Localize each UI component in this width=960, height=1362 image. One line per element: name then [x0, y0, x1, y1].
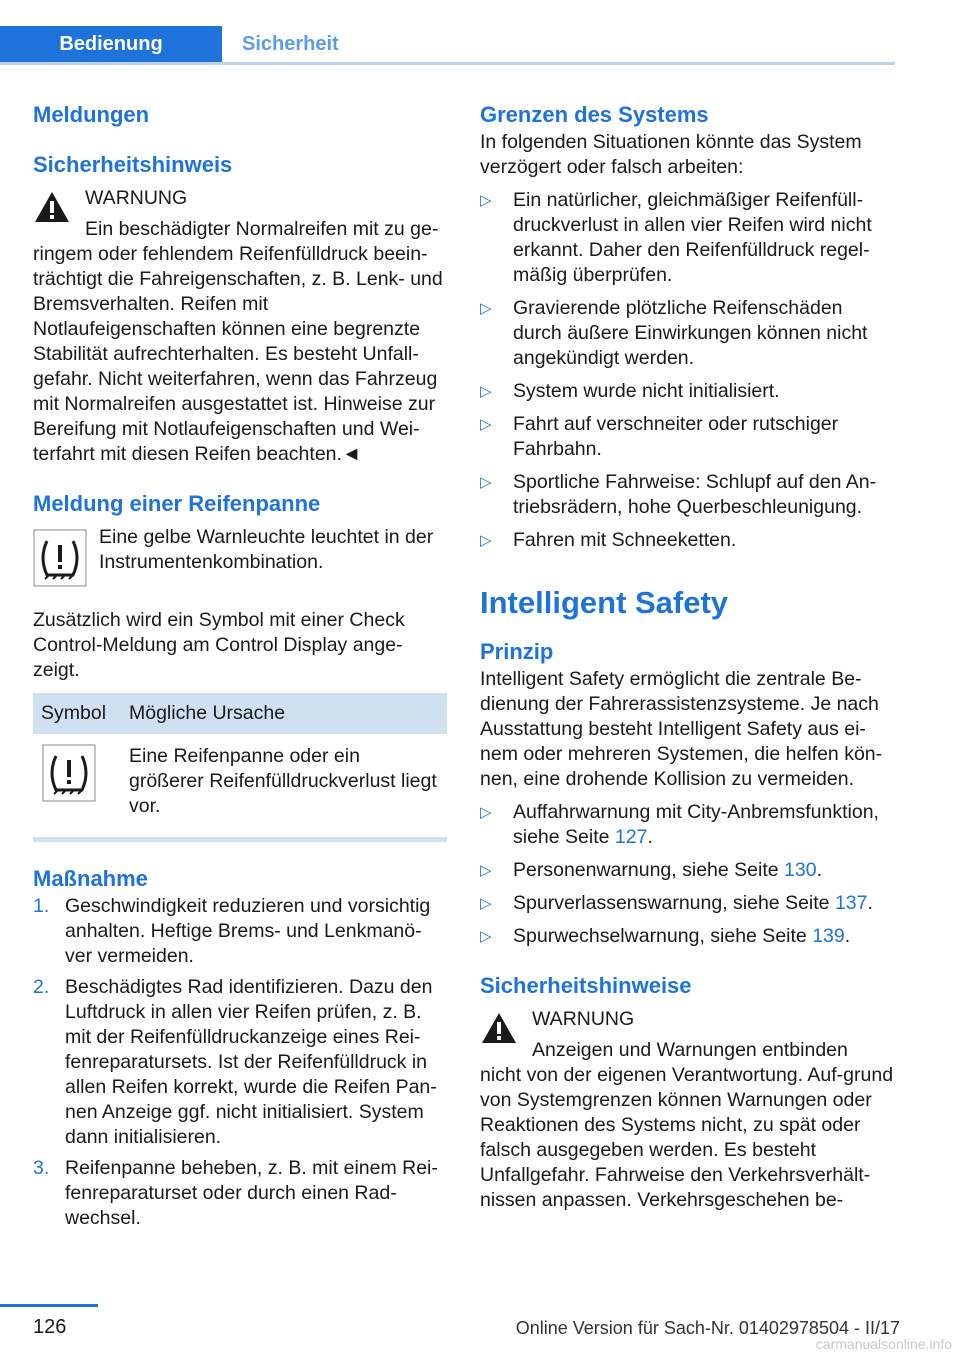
system-list: [480, 800, 896, 949]
footer-line: [0, 1304, 98, 1307]
warning-triangle-icon: [33, 190, 71, 231]
page-link[interactable]: 137: [834, 892, 868, 914]
heading-massnahme: Maßnahme: [33, 866, 148, 891]
list-item-text: Spurwechselwarnung, siehe Seite: [513, 925, 813, 947]
warning-first-line: Anzeigen und Warnungen entbinden: [532, 1039, 848, 1061]
list-item: [33, 894, 447, 969]
list-item-text: Fahrt auf verschneiter oder rutschiger Fahrbahn.: [513, 413, 839, 460]
tire-pressure-warning-icon: [41, 785, 97, 807]
left-column: [33, 100, 447, 1237]
grenzen-intro: In folgenden Situationen könnte das System verzögert oder falsch arbeiten:: [480, 131, 862, 178]
warning-label: WARNUNG: [85, 187, 188, 209]
step-text: Beschädigtes Rad identifizieren. Dazu den Luftdruck in allen vier Reifen prüfen, z. B. mit der Reifenfülldruckanzeige eines Rei-fenreparatursets. Ist der Reifenfülldruck in allen Reifen korrekt, wurde die Reifen Pan-nen Anzeige ggf. nicht initialisiert. System dann initialisieren.: [65, 976, 437, 1148]
step-number: 2.: [33, 976, 50, 998]
tab-bedienung[interactable]: Bedienung: [0, 26, 222, 62]
tab-sicherheit[interactable]: Sicherheit: [242, 32, 339, 55]
triangle-bullet-icon: ▷: [480, 804, 492, 821]
right-column: [480, 100, 896, 1213]
triangle-bullet-icon: ▷: [480, 416, 492, 433]
list-item-text: Spurverlassenswarnung, siehe Seite: [513, 892, 835, 914]
list-item-text: Auffahrwarnung mit City-Anbremsfunktion, siehe Seite: [513, 801, 879, 848]
table-cell-symbol: [33, 734, 121, 831]
watermark: carmanualsonline.info: [815, 1336, 952, 1352]
warning-label: WARNUNG: [532, 1008, 635, 1030]
list-item-end: .: [867, 892, 873, 914]
warning-block: [480, 1007, 896, 1063]
header-bar: [0, 0, 895, 65]
massnahme-steps: [33, 894, 447, 1231]
list-item: [480, 528, 896, 553]
list-item-text: Personenwarnung, siehe Seite: [513, 859, 785, 881]
triangle-bullet-icon: ▷: [480, 895, 492, 912]
table-header-ursache: Mögliche Ursache: [121, 693, 447, 734]
table-cell-ursache: Eine Reifenpanne oder ein größerer Reifenfülldruckverlust liegt vor.: [129, 745, 437, 817]
heading-intelligent-safety: Intelligent Safety: [480, 585, 729, 620]
heading-sicherheitshinweis: Sicherheitshinweis: [33, 152, 233, 177]
list-item: [480, 296, 896, 371]
list-item-end: .: [647, 826, 653, 848]
grenzen-list: [480, 188, 896, 553]
triangle-bullet-icon: ▷: [480, 928, 492, 945]
triangle-bullet-icon: ▷: [480, 383, 492, 400]
triangle-bullet-icon: ▷: [480, 300, 492, 317]
table-divider: [33, 837, 447, 842]
step-text: Geschwindigkeit reduzieren und vorsichtig anhalten. Heftige Brems- und Lenkmanö-ver vermeiden.: [65, 895, 431, 967]
heading-prinzip: Prinzip: [480, 639, 554, 664]
symbol-table: [33, 693, 447, 831]
list-item: [480, 858, 896, 883]
page-link[interactable]: 130: [784, 859, 817, 881]
table-header-symbol: Symbol: [33, 693, 121, 734]
warning-triangle-icon: [480, 1011, 518, 1052]
prinzip-text: Intelligent Safety ermöglicht die zentrale Be-dienung der Fahrerassistenzsysteme. Je nach Ausstattung besteht Intelligent Safety aus ei-nem oder mehreren Systemen, die helfen kön-nen, eine drohende Kollision zu vermeiden.: [480, 668, 883, 790]
triangle-bullet-icon: ▷: [480, 192, 492, 209]
heading-sicherheitshinweise: Sicherheitshinweise: [480, 973, 692, 998]
list-item: [480, 470, 896, 520]
page-link[interactable]: 139: [812, 925, 845, 947]
list-item: [33, 1156, 447, 1231]
list-item: [480, 924, 896, 949]
triangle-bullet-icon: ▷: [480, 862, 492, 879]
page-number: 126: [33, 1316, 67, 1338]
online-version-text: Online Version für Sach-Nr. 01402978504 - II/17: [515, 1318, 900, 1338]
list-item-text: Ein natürlicher, gleichmäßiger Reifenfüll-druckverlust in allen vier Reifen wird nicht erkannt. Daher den Reifenfülldruck regel-mäßig überprüfen.: [513, 189, 872, 286]
warning-first-line: Ein beschädigter Normalreifen mit zu ge-: [85, 218, 439, 240]
page-link[interactable]: 127: [614, 826, 648, 848]
step-number: 1.: [33, 895, 50, 917]
list-item: [480, 800, 896, 850]
heading-meldungen: Meldungen: [33, 102, 150, 127]
list-item-text: Sportliche Fahrweise: Schlupf auf den An-triebsrädern, hohe Querbeschleunigung.: [513, 471, 877, 518]
list-item-end: .: [816, 859, 822, 881]
triangle-bullet-icon: ▷: [480, 532, 492, 549]
step-number: 3.: [33, 1157, 50, 1179]
triangle-bullet-icon: ▷: [480, 474, 492, 491]
tire-pressure-warning-icon: [33, 529, 87, 594]
step-text: Reifenpanne beheben, z. B. mit einem Rei-fenreparaturset oder durch einen Rad-wechsel.: [65, 1157, 438, 1229]
list-item: [480, 412, 896, 462]
zusatz-text: Zusätzlich wird ein Symbol mit einer Check Control-Meldung am Control Display ange-zeigt.: [33, 609, 405, 681]
reifenpanne-text: Eine gelbe Warnleuchte leuchtet in der Instrumentenkombination.: [99, 526, 434, 573]
list-item: [480, 188, 896, 288]
heading-grenzen: Grenzen des Systems: [480, 102, 709, 127]
list-item: [480, 379, 896, 404]
reifenpanne-block: [33, 525, 447, 594]
warning-text: ringem oder fehlendem Reifenfülldruck beein-trächtigt die Fahreigenschaften, z. B. Lenk- und Bremsverhalten. Reifen mit Notlaufeigenschaften können eine begrenzte Stabilität aufrechterhalten. Es besteht Unfall-gefahr. Nicht weiterfahren, wenn das Fahrzeug mit Normalreifen ausgestattet ist. Hinweise zur Bereifung mit Notlaufeigenschaften und Wei-terfahrt mit diesen Reifen beachten.◄: [33, 243, 443, 465]
list-item-text: System wurde nicht initialisiert.: [513, 380, 780, 402]
warning-block: [33, 186, 447, 242]
list-item: [480, 891, 896, 916]
list-item-end: .: [844, 925, 851, 947]
heading-reifenpanne: Meldung einer Reifenpanne: [33, 491, 321, 516]
warning-text: nicht von der eigenen Verantwortung. Auf-grund von Systemgrenzen können Warnungen oder Reaktionen des Systems nicht, zu spät oder falsch ausgegeben werden. Es besteht Unfallgefahr. Fahrweise den Verkehrsverhält-nissen anpassen. Verkehrsgeschehen be-: [480, 1064, 894, 1211]
list-item: [33, 975, 447, 1150]
table-row: [33, 734, 447, 831]
list-item-text: Gravierende plötzliche Reifenschäden durch äußere Einwirkungen können nicht angekündigt werden.: [513, 297, 868, 369]
list-item-text: Fahren mit Schneeketten.: [513, 529, 737, 551]
